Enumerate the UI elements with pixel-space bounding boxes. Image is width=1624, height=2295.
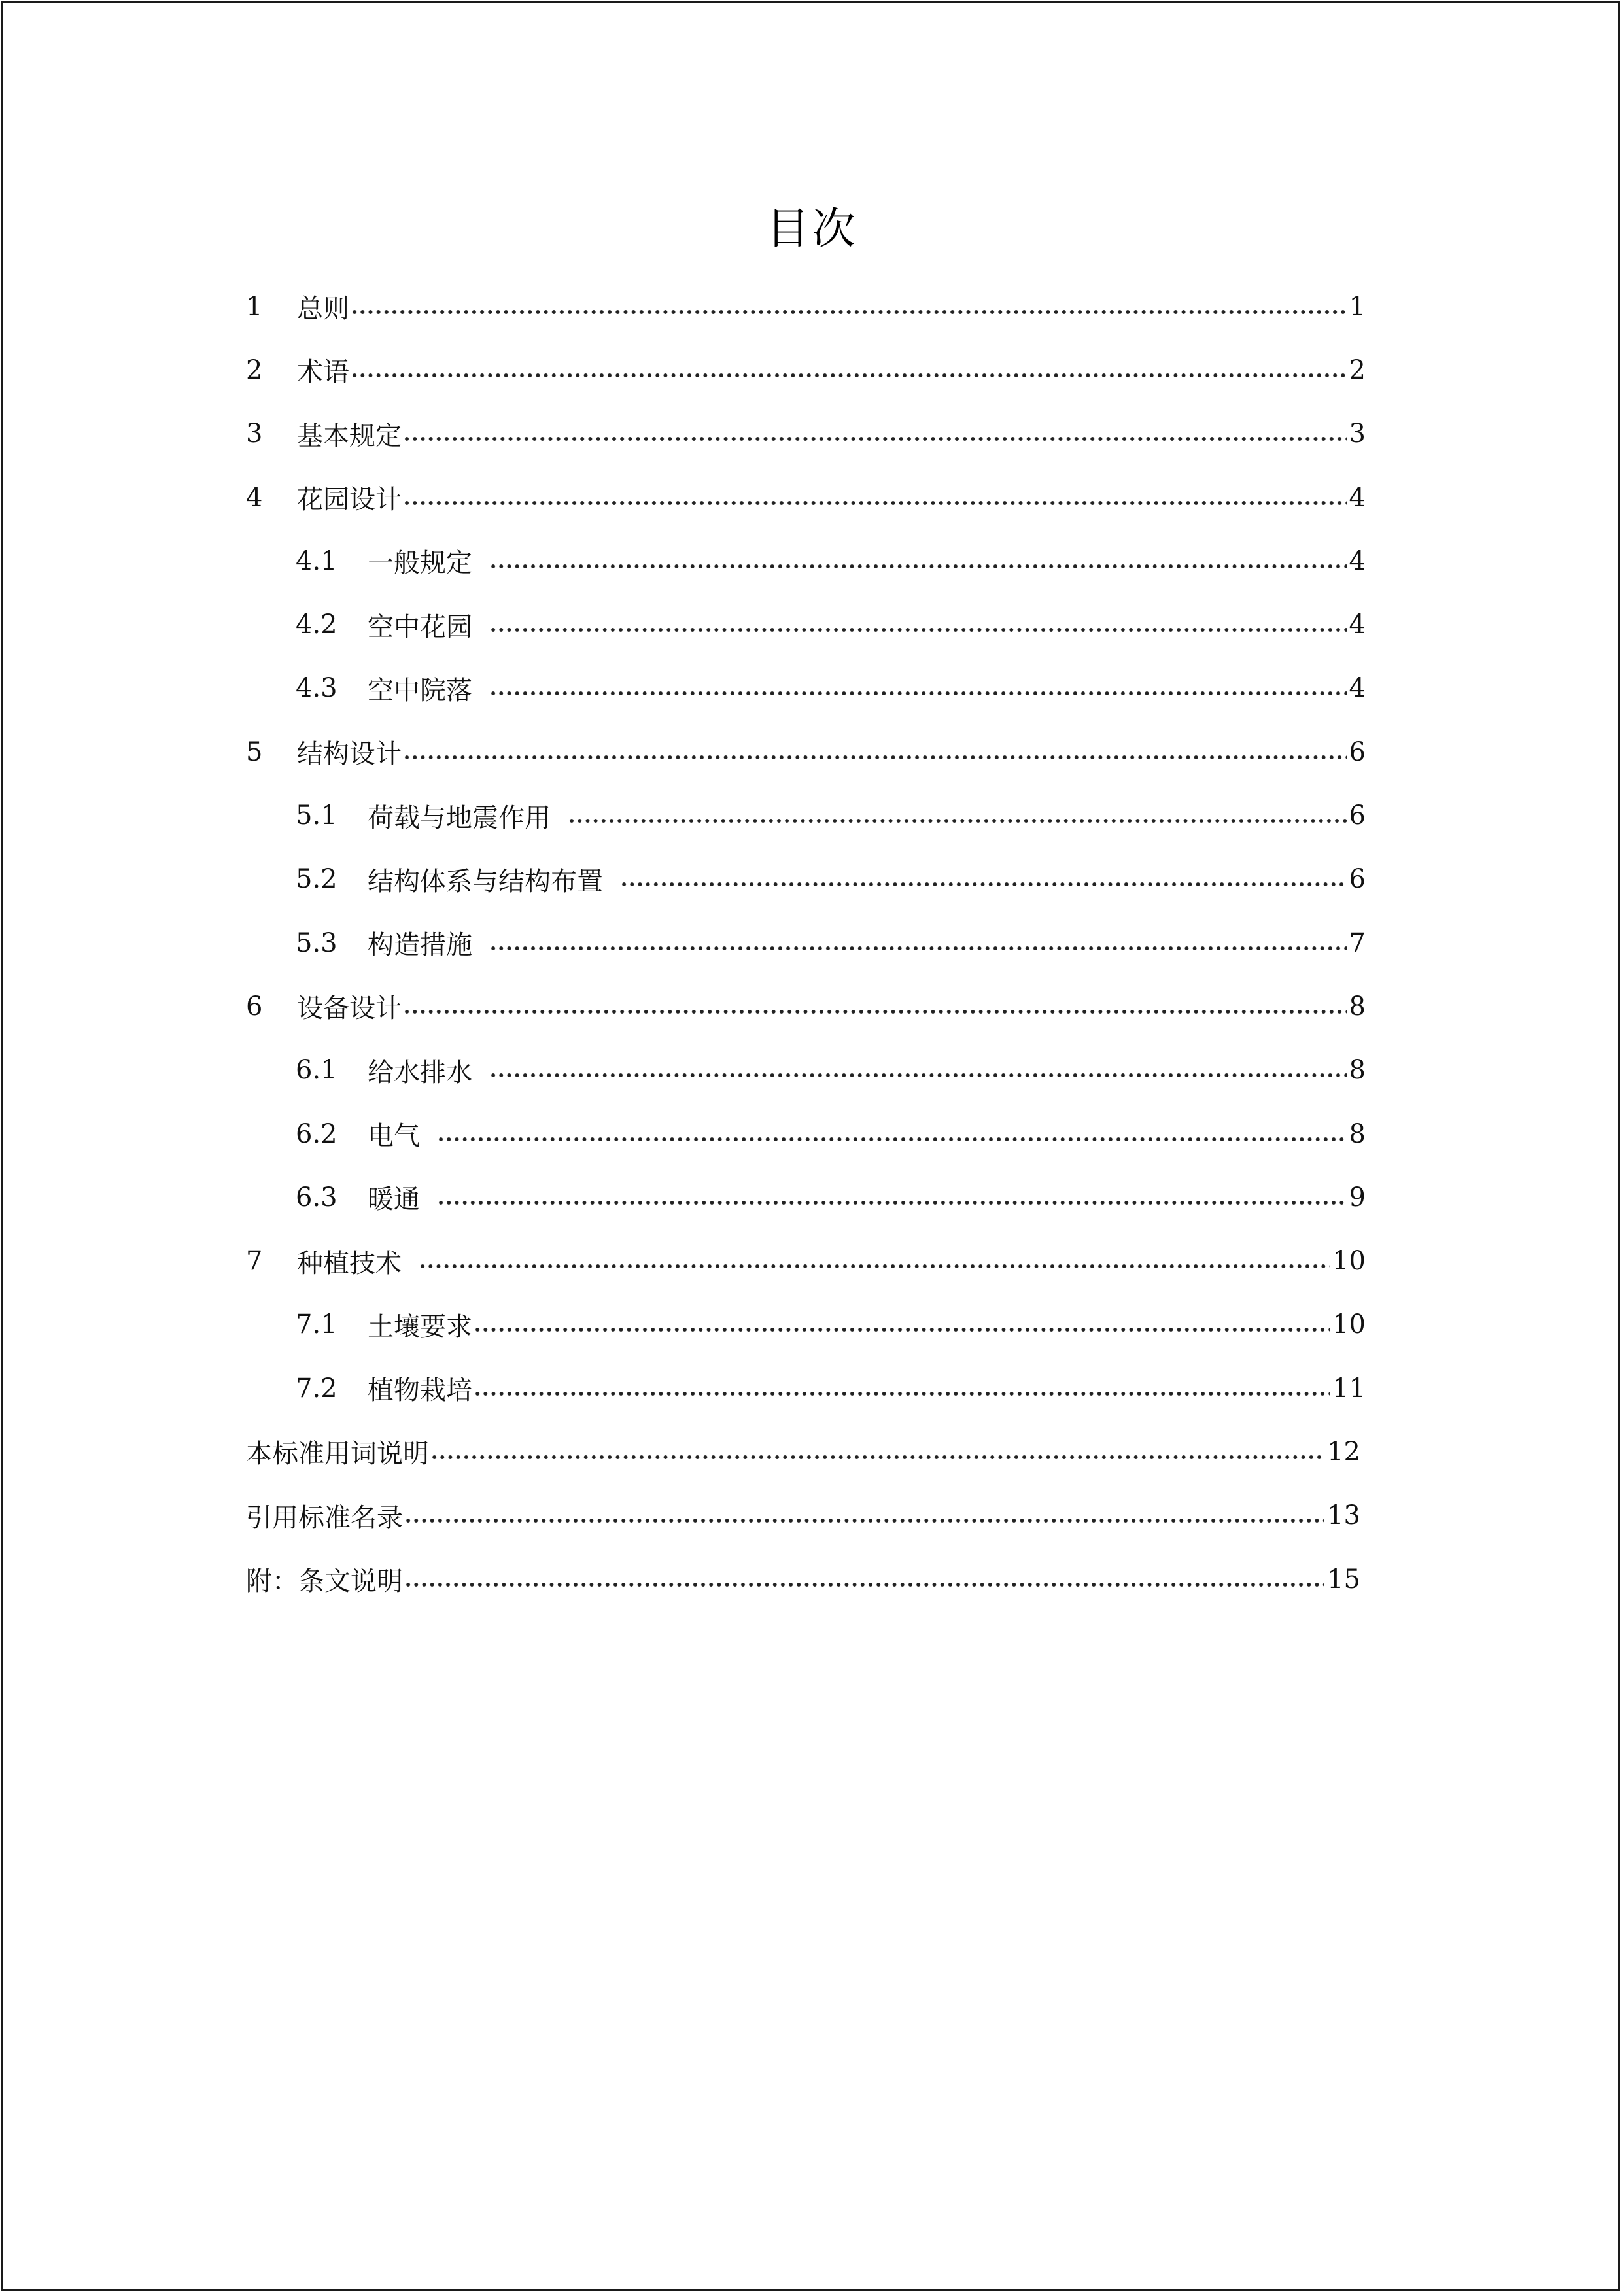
toc-entry-title: 总则 — [297, 294, 349, 324]
toc-entry-title: 电气 — [368, 1121, 420, 1151]
toc-entry-title: 空中花园 — [368, 612, 472, 642]
toc-entry-page: 4 — [1349, 545, 1366, 576]
toc-entry-page: 4 — [1349, 610, 1366, 640]
dot-leader — [489, 612, 1347, 638]
toc-entry-number: 4 — [246, 482, 263, 513]
toc-entry-page: 8 — [1349, 991, 1366, 1022]
toc-entry-page: 3 — [1349, 419, 1366, 449]
toc-entry-number: 3 — [246, 419, 263, 449]
toc-entry-title: 植物栽培 — [368, 1375, 472, 1406]
dot-leader — [403, 485, 1347, 511]
toc-entry-page: 10 — [1332, 1309, 1366, 1340]
toc-entry-title: 设备设计 — [297, 993, 402, 1024]
dot-leader — [419, 1248, 1330, 1274]
toc-entry[interactable] — [246, 720, 1366, 784]
toc-entry-title: 术语 — [297, 357, 349, 388]
toc-entry-page: 13 — [1327, 1500, 1360, 1531]
toc-title: 目次 — [766, 203, 858, 254]
toc-entry-page: 1 — [1349, 291, 1366, 322]
toc-entry-title: 荷载与地震作用 — [368, 802, 551, 833]
toc-appendix-entry[interactable] — [246, 1547, 1360, 1611]
dot-leader — [403, 421, 1347, 447]
toc-entry-page: 4 — [1349, 673, 1366, 704]
dot-leader — [404, 1566, 1324, 1593]
toc-entry-title: 附：条文说明 — [246, 1566, 403, 1597]
toc-entry-number: 1 — [246, 291, 263, 322]
toc-subentry[interactable] — [246, 657, 1366, 720]
toc-entry[interactable] — [246, 466, 1366, 529]
toc-entry-page: 15 — [1327, 1564, 1360, 1595]
toc-entry-title: 基本规定 — [297, 421, 402, 451]
toc-entry-number: 7 — [246, 1246, 263, 1277]
toc-entry-page: 8 — [1349, 1055, 1366, 1086]
toc-entry-page: 9 — [1349, 1182, 1366, 1213]
toc-entry-number: 5.1 — [296, 801, 337, 831]
toc-entry-page: 6 — [1349, 801, 1366, 831]
toc-entry-page: 4 — [1349, 482, 1366, 513]
toc-entry-number: 5.3 — [296, 927, 337, 958]
dot-leader — [620, 866, 1347, 892]
toc-entry-number: 4.3 — [296, 673, 337, 704]
toc-entry-number: 7.2 — [296, 1373, 337, 1404]
toc-entry-title: 一般规定 — [368, 548, 472, 579]
toc-entry-title: 构造措施 — [368, 930, 472, 961]
toc-entry-number: 4.2 — [296, 610, 337, 640]
dot-leader — [403, 739, 1347, 765]
toc-entry-title: 引用标准名录 — [246, 1502, 403, 1533]
dot-leader — [404, 1502, 1324, 1528]
toc-entry-title: 给水排水 — [368, 1057, 472, 1088]
toc-entry-number: 5 — [246, 736, 263, 767]
toc-entry-title: 空中院落 — [368, 675, 472, 706]
dot-leader — [351, 294, 1347, 320]
dot-leader — [568, 802, 1347, 829]
toc-entry[interactable] — [246, 975, 1366, 1038]
toc-subentry[interactable] — [246, 1293, 1366, 1356]
toc-entry[interactable] — [246, 402, 1366, 466]
toc-entry-page: 11 — [1332, 1373, 1366, 1404]
toc-appendix-entry[interactable] — [246, 1484, 1360, 1547]
toc-entry-page: 8 — [1349, 1118, 1366, 1149]
dot-leader — [403, 993, 1347, 1020]
toc-entry-number: 6.2 — [296, 1118, 337, 1149]
toc-entry-number: 7.1 — [296, 1309, 337, 1340]
toc-entry-page: 7 — [1349, 927, 1366, 958]
toc-entry-title: 花园设计 — [297, 485, 402, 515]
toc-subentry[interactable] — [246, 784, 1366, 847]
dot-leader — [430, 1439, 1324, 1465]
dot-leader — [351, 357, 1347, 383]
toc-entry-title: 结构体系与结构布置 — [368, 866, 603, 897]
toc-entry-page: 12 — [1327, 1436, 1360, 1467]
dot-leader — [437, 1184, 1347, 1211]
dot-leader — [489, 548, 1347, 574]
toc-entry-title: 土壤要求 — [368, 1311, 472, 1342]
toc-subentry[interactable] — [246, 529, 1366, 593]
toc-entry[interactable] — [246, 275, 1366, 338]
toc-entry-number: 6.1 — [296, 1055, 337, 1086]
toc-entry[interactable] — [246, 1229, 1366, 1292]
toc-subentry[interactable] — [246, 1039, 1366, 1102]
dot-leader — [489, 930, 1347, 956]
dot-leader — [489, 1057, 1347, 1083]
dot-leader — [474, 1311, 1330, 1337]
toc-entry-title: 种植技术 — [297, 1248, 402, 1279]
toc-entry-number: 6.3 — [296, 1182, 337, 1213]
toc-subentry[interactable] — [246, 911, 1366, 975]
dot-leader — [489, 675, 1347, 701]
toc-subentry[interactable] — [246, 1165, 1366, 1229]
toc-entry-page: 10 — [1332, 1246, 1366, 1277]
toc-entry-page: 6 — [1349, 864, 1366, 895]
toc-entry-title: 结构设计 — [297, 739, 402, 770]
toc-subentry[interactable] — [246, 593, 1366, 656]
toc-appendix-entry[interactable] — [246, 1420, 1360, 1483]
toc-entry-number: 5.2 — [296, 864, 337, 895]
toc-entry-title: 暖通 — [368, 1184, 420, 1215]
dot-leader — [437, 1121, 1347, 1147]
toc-entry-title: 本标准用词说明 — [246, 1439, 429, 1470]
dot-leader — [474, 1375, 1330, 1402]
toc-entry-page: 2 — [1349, 354, 1366, 385]
toc-subentry[interactable] — [246, 848, 1366, 911]
toc-subentry[interactable] — [246, 1356, 1366, 1420]
toc-entry-number: 6 — [246, 991, 263, 1022]
toc-list — [246, 275, 1366, 1611]
toc-entry[interactable] — [246, 338, 1366, 402]
toc-entry-number: 4.1 — [296, 545, 337, 576]
toc-entry-number: 2 — [246, 354, 263, 385]
toc-entry-page: 6 — [1349, 736, 1366, 767]
toc-subentry[interactable] — [246, 1102, 1366, 1165]
